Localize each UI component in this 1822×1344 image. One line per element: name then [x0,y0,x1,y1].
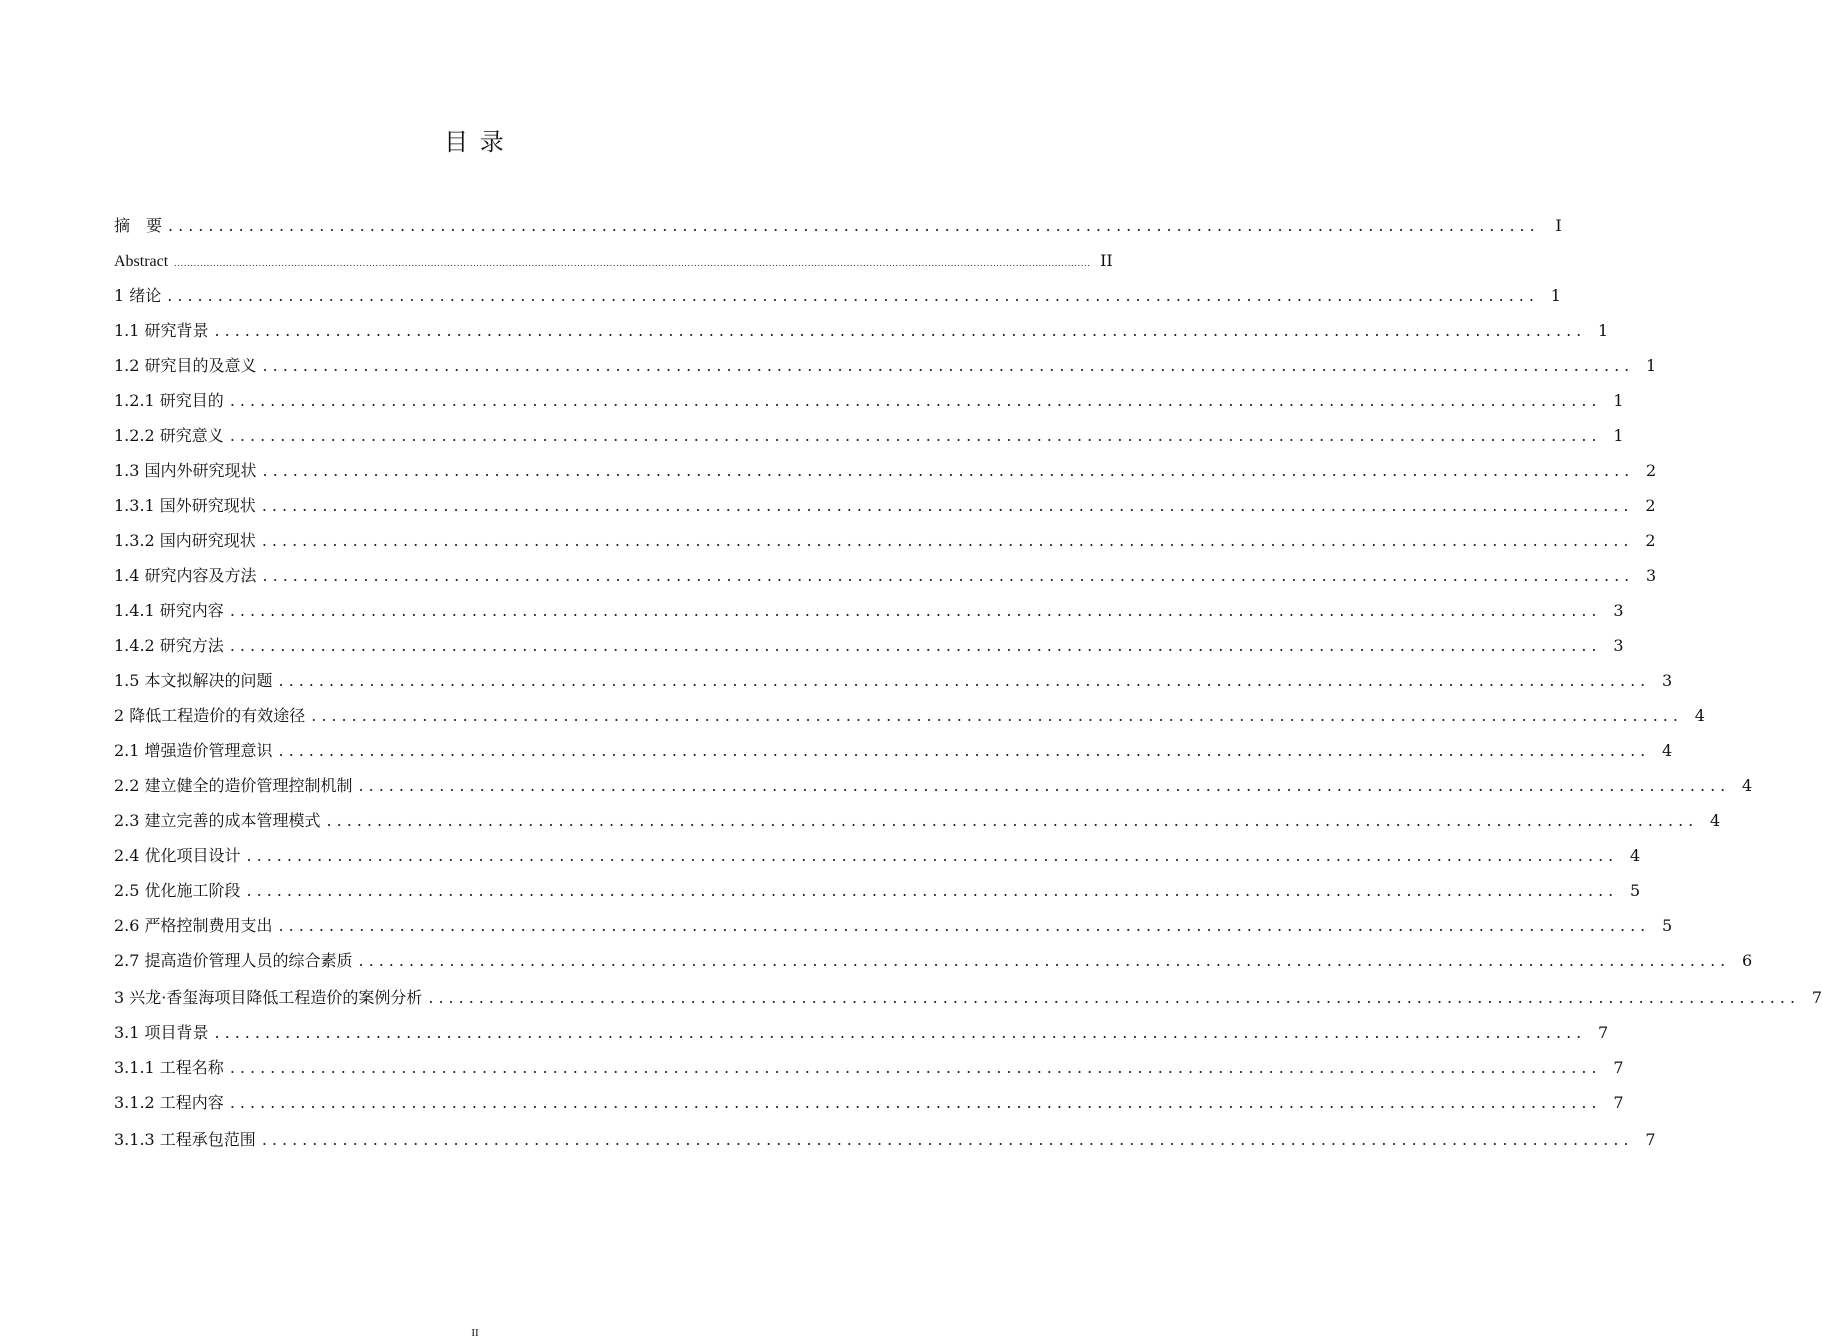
toc-leader-dots: ........................................................................................................................................ [229,636,1602,655]
toc-entry-page: 1 [1550,286,1561,305]
toc-entry-label: 1.3 国内外研究现状 [114,461,257,480]
toc-entry-1-3-2[interactable] [114,523,1656,558]
toc-entry-1-3[interactable] [114,453,1657,488]
toc-entry-page: II [1100,251,1113,270]
toc-entry-1-5[interactable] [114,663,1673,698]
toc-entry-page: 2 [1645,531,1656,550]
toc-entry-page: I [1555,216,1562,235]
toc-leader-dots: ........................................................................................................................................ [246,881,1619,900]
toc-entry-label: 3.1.2 工程内容 [114,1093,224,1112]
toc-leader-dots: ........................................................................................................................................ [261,1130,1634,1149]
toc-entry-page: 1 [1613,426,1624,445]
toc-entry-label: 1.2 研究目的及意义 [114,356,257,375]
toc-entry-label: 2.7 提高造价管理人员的综合素质 [114,951,353,970]
toc-entry-1-2-1[interactable] [114,383,1624,418]
toc-entry-page: 1 [1613,391,1624,410]
toc-leader-dots: .......................................................................................................................................................................................................................................................................................... [174,258,1091,268]
toc-entry-page: 7 [1645,1130,1656,1149]
toc-leader-dots: ........................................................................................................................................ [229,426,1602,445]
toc-leader-dots: ........................................................................................................................................ [246,846,1619,865]
toc-entry-1-4[interactable] [114,558,1657,593]
toc-entry-chapter-2[interactable] [114,698,1705,733]
toc-entry-page: 4 [1742,776,1753,795]
toc-entry-2-2[interactable] [114,768,1753,803]
toc-leader-dots: ........................................................................................................................................ [358,776,1731,795]
toc-entry-page: 3 [1613,636,1624,655]
toc-entry-chapter-3[interactable] [114,980,1822,1015]
toc-entry-label: 3.1.3 工程承包范围 [114,1130,256,1149]
toc-entry-label: 1.3.1 国外研究现状 [114,496,256,515]
toc-entry-page: 4 [1694,706,1705,725]
toc-entry-page: 4 [1630,846,1641,865]
toc-entry-label: 1.4.1 研究内容 [114,601,224,620]
toc-entry-abstract-cn[interactable] [114,208,1562,243]
toc-entry-page: 7 [1598,1023,1609,1042]
toc-leader-dots: ........................................................................................................................................ [168,216,1540,235]
toc-entry-1-3-1[interactable] [114,488,1656,523]
toc-leader-dots: ........................................................................................................................................ [261,531,1634,550]
toc-entry-label: 2.5 优化施工阶段 [114,881,241,900]
toc-leader-dots: ........................................................................................................................................ [278,741,1651,760]
toc-entry-1-2-2[interactable] [114,418,1624,453]
toc-entry-chapter-1[interactable] [114,278,1561,313]
toc-leader-dots: ........................................................................................................................................ [167,286,1539,305]
toc-entry-page: 2 [1645,496,1656,515]
toc-entry-page: 2 [1646,461,1657,480]
toc-entry-label: 3.1 项目背景 [114,1023,209,1042]
toc-entry-2-7[interactable] [114,943,1753,978]
toc-leader-dots: ........................................................................................................................................ [358,951,1731,970]
footer-page-number: II [471,1327,479,1339]
toc-entry-2-3[interactable] [114,803,1721,838]
toc-entry-label: 2 降低工程造价的有效途径 [114,706,306,725]
toc-leader-dots: ........................................................................................................................................ [278,916,1651,935]
toc-entry-2-5[interactable] [114,873,1641,908]
toc-entry-page: 4 [1710,811,1721,830]
toc-leader-dots: ........................................................................................................................................ [214,1023,1587,1042]
toc-entry-page: 5 [1630,881,1641,900]
toc-entry-3-1-1[interactable] [114,1050,1624,1085]
toc-leader-dots: ........................................................................................................................................ [229,1058,1602,1077]
toc-leader-dots: ........................................................................................................................................ [326,811,1699,830]
toc-entry-label: Abstract [114,253,169,270]
toc-entry-label: 3.1.1 工程名称 [114,1058,224,1077]
toc-entry-label: 2.4 优化项目设计 [114,846,241,865]
toc-entry-label: 1.5 本文拟解决的问题 [114,671,273,690]
toc-entry-page: 3 [1662,671,1673,690]
table-of-contents [114,208,1822,1157]
toc-leader-dots: ........................................................................................................................................ [229,391,1602,410]
toc-entry-3-1-2[interactable] [114,1085,1624,1120]
toc-entry-page: 7 [1811,988,1822,1007]
toc-entry-1-2[interactable] [114,348,1657,383]
toc-entry-label: 1.4 研究内容及方法 [114,566,257,585]
toc-entry-2-6[interactable] [114,908,1673,943]
toc-leader-dots: ........................................................................................................................................ [261,496,1634,515]
toc-leader-dots: ........................................................................................................................................ [229,601,1602,620]
toc-entry-label: 2.2 建立健全的造价管理控制机制 [114,776,353,795]
toc-leader-dots: ........................................................................................................................................ [214,321,1587,340]
toc-entry-label: 1.1 研究背景 [114,321,209,340]
toc-entry-label: 2.1 增强造价管理意识 [114,741,273,760]
toc-entry-label: 2.6 严格控制费用支出 [114,916,273,935]
toc-leader-dots: ........................................................................................................................................ [428,988,1801,1007]
page-title: 目 录 [444,128,506,156]
toc-leader-dots: ........................................................................................................................................ [229,1093,1602,1112]
toc-entry-1-4-2[interactable] [114,628,1624,663]
toc-entry-page: 3 [1613,601,1624,620]
toc-entry-label: 1.2.1 研究目的 [114,391,224,410]
toc-leader-dots: ........................................................................................................................................ [262,566,1635,585]
toc-entry-2-1[interactable] [114,733,1673,768]
toc-leader-dots: ........................................................................................................................................ [278,671,1651,690]
toc-entry-2-4[interactable] [114,838,1641,873]
toc-entry-3-1[interactable] [114,1015,1609,1050]
toc-entry-label: 1.4.2 研究方法 [114,636,224,655]
toc-entry-page: 6 [1742,951,1753,970]
toc-entry-1-4-1[interactable] [114,593,1624,628]
toc-entry-label: 2.3 建立完善的成本管理模式 [114,811,321,830]
toc-entry-page: 3 [1646,566,1657,585]
toc-entry-page: 7 [1613,1058,1624,1077]
toc-entry-3-1-3[interactable] [114,1122,1656,1157]
toc-entry-label: 1.2.2 研究意义 [114,426,224,445]
toc-entry-label: 1.3.2 国内研究现状 [114,531,256,550]
toc-leader-dots: ........................................................................................................................................ [262,356,1635,375]
toc-entry-1-1[interactable] [114,313,1609,348]
toc-leader-dots: ........................................................................................................................................ [311,706,1683,725]
toc-entry-label: 摘 要 [114,216,163,235]
toc-entry-label: 1 绪论 [114,286,162,305]
toc-entry-page: 5 [1662,916,1673,935]
toc-entry-page: 7 [1613,1093,1624,1112]
toc-entry-label: 3 兴龙·香玺海项目降低工程造价的案例分析 [114,988,423,1007]
toc-entry-page: 4 [1662,741,1673,760]
toc-entry-abstract-en[interactable] [114,243,1113,278]
toc-leader-dots: ........................................................................................................................................ [262,461,1635,480]
toc-entry-page: 1 [1598,321,1609,340]
toc-entry-page: 1 [1646,356,1657,375]
